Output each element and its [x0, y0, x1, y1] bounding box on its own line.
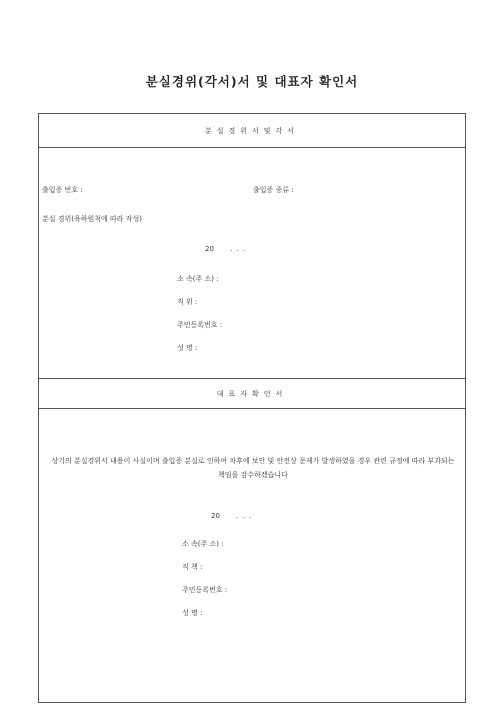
- date-year: 20: [205, 245, 214, 253]
- form-frame: [38, 113, 466, 703]
- pass-number-label: 출입증 번호 :: [42, 186, 83, 194]
- loss-details-label: 분실 경위(육하원칙에 따라 작성): [42, 215, 143, 223]
- date-separators: . . .: [230, 245, 247, 253]
- affiliation-label: 소 속(주 소) :: [182, 540, 224, 548]
- date-line: [205, 245, 246, 253]
- document-title: 분실경위(각서)서 및 대표자 확인서: [145, 74, 359, 89]
- date-separators: . . .: [236, 512, 253, 520]
- divider: [39, 408, 465, 409]
- date-line: [211, 512, 252, 520]
- pass-type-label: 출입증 종류 :: [253, 186, 294, 194]
- id-number-label: 주민등록번호 :: [177, 321, 223, 329]
- name-label: 성 명 :: [177, 344, 198, 352]
- position-label: 직 책 :: [182, 563, 203, 571]
- divider: [39, 147, 465, 148]
- confirmation-statement: 상기의 분실경위서 내용이 사실이며 출입증 분실로 인하여 차후에 보안 및 안전상 문제가 발생하였을 경우 관련 규정에 따라 부과되는 책임을 감수하겠습니다: [51, 457, 455, 479]
- affiliation-label: 소 속(주 소) :: [177, 275, 219, 283]
- name-label: 성 명 :: [182, 609, 203, 617]
- loss-report-header: 분실경위서및각서: [204, 127, 300, 135]
- representative-confirmation-header: 대표자확인서: [216, 390, 288, 398]
- divider: [39, 378, 465, 379]
- position-label: 직 위 :: [177, 298, 198, 306]
- date-year: 20: [211, 512, 220, 520]
- id-number-label: 주민등록번호 :: [182, 586, 228, 594]
